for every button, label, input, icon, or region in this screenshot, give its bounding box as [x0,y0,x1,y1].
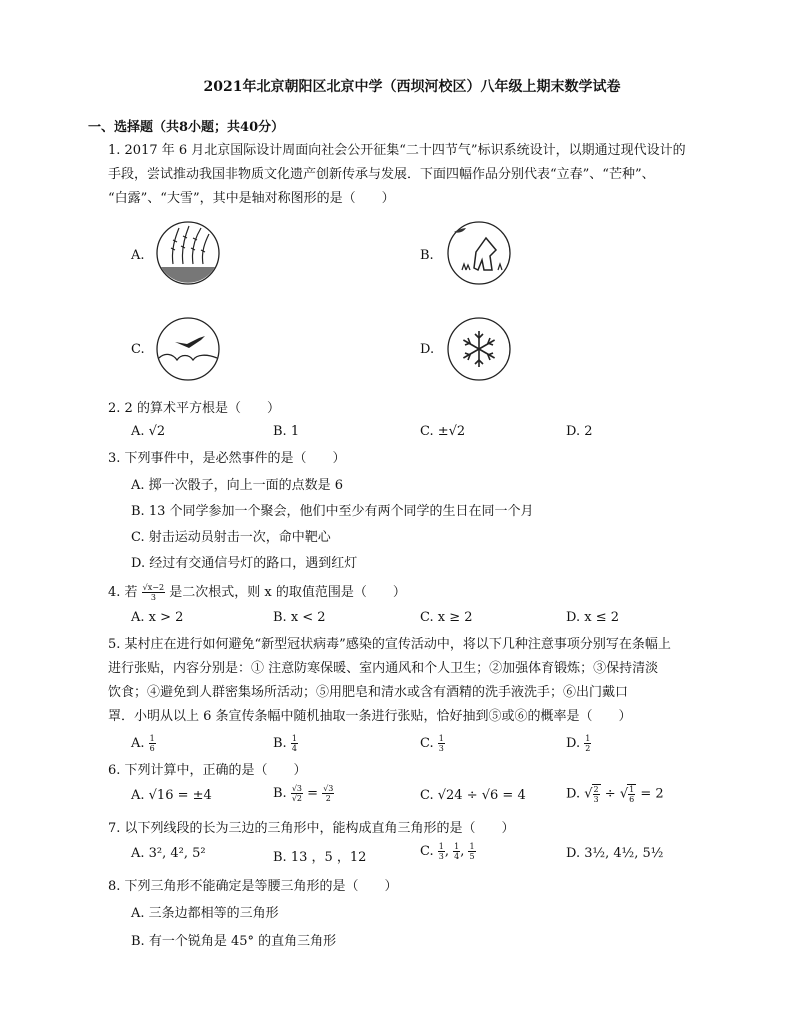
fraction-denominator: 4 [291,744,297,753]
question-5-option-d [566,734,591,753]
page-title: 2021年北京朝阳区北京中学（西坝河校区）八年级上期末数学试卷 [203,79,621,95]
equals-result: = 2 [640,786,664,802]
fraction-numerator: 1 [469,842,475,851]
question-1-option-b-label: B. [420,248,434,263]
question-4-fraction-numerator: √x−2 [142,583,165,592]
question-7-option-c: C. $\frac{1}{3}$ , $\frac{1}{4}$ , $\frac{1}{5}$ [420,842,475,861]
question-8-option-a: A. 三条边都相等的三角形 [131,906,279,921]
fraction-numerator: 1 [585,734,591,743]
question-3-option-b: B. 13 个同学参加一个聚会，他们中至少有两个同学的生日在同一个月 [131,504,534,519]
question-1-option-c-label: C. [131,342,145,357]
question-8-option-b: B. 有一个锐角是 45° 的直角三角形 [131,934,337,949]
question-4-option-a: A. x > 2 [131,610,184,625]
question-4-option-c: C. x ≥ 2 [420,610,473,625]
question-1-line-2: 手段，尝试推动我国非物质文化遗产创新传承与发展．下面四幅作品分别代表“立春”、“芒种”、 [108,167,655,182]
fraction-numerator: 1 [438,734,444,743]
question-5-option-b [273,734,298,753]
option-label: C. [420,844,434,859]
fraction-numerator: 1 [291,734,297,743]
question-3-option-c: C. 射击运动员射击一次，命中靶心 [131,530,331,545]
fraction-denominator: 3 [438,744,444,753]
question-3-option-a: A. 掷一次骰子，向上一面的点数是 6 [131,478,344,493]
fraction-denominator: 2 [325,794,331,803]
question-7-stem: 7. 以下列线段的长为三边的三角形中，能构成直角三角形的是（ ） [108,821,515,836]
fraction-denominator: 3 [438,852,444,861]
fraction-denominator: 4 [454,852,460,861]
fraction-numerator: 1 [149,734,155,743]
question-4-fraction-denominator: 3 [150,593,156,602]
fraction-numerator: 2 [593,785,599,794]
fraction-denominator: 6 [149,744,155,753]
fraction-denominator: 6 [629,795,635,804]
section-heading: 一、选择题（共8小题；共40分） [88,120,285,135]
fraction-numerator: 1 [438,842,444,851]
fraction-denominator: √2 [291,794,303,803]
option-label: B. [273,736,287,751]
question-3-stem: 3. 下列事件中，是必然事件的是（ ） [108,451,346,466]
fraction-numerator: 1 [629,785,635,794]
option-label: B. [273,786,287,801]
option-label: C. [420,736,434,751]
question-2-stem: 2. 2 的算术平方根是（ ） [108,401,280,416]
question-4-option-d: D. x ≤ 2 [566,610,619,625]
fraction-denominator: 3 [593,795,599,804]
question-5-line-1: 5. 某村庄在进行如何避免“新型冠状病毒”感染的宣传活动中，将以下几种注意事项分别写在条幅上 [108,637,671,652]
fraction-numerator: √3 [291,784,303,793]
question-2-option-b: B. 1 [273,424,300,439]
question-2-option-d: D. 2 [566,424,593,439]
question-5-option-a [131,734,156,753]
question-8-stem: 8. 下列三角形不能确定是等腰三角形的是（ ） [108,879,398,894]
question-2-option-c: C. ±√2 [420,424,466,439]
option-label: D. [566,736,581,751]
option-label: D. [566,786,581,802]
question-7-option-a: A. 3², 4², 5² [131,846,206,861]
question-6-option-b [273,784,334,803]
question-4-option-b: B. x < 2 [273,610,326,625]
lichun-willow-icon [155,220,221,286]
question-5-line-4: 罩．小明从以上 6 条宣传条幅中随机抽取一条进行张贴，恰好抽到⑤或⑥的概率是（ ） [108,709,632,724]
fraction-numerator: √3 [323,784,334,793]
fraction-numerator: 1 [454,842,460,851]
question-1-line-3: “白露”、“大雪”，其中是轴对称图形的是（ ） [108,191,395,206]
question-7-option-d: D. 3½, 4½, 5½ [566,846,664,861]
question-4-stem-suffix: 是二次根式，则 x 的取值范围是（ ） [169,585,406,600]
fraction-denominator: 5 [469,852,475,861]
question-6-option-a: A. √16 = ±4 [131,788,212,803]
question-5-line-2: 进行张贴，内容分别是：① 注意防寒保暖、室内通风和个人卫生；②加强体育锻炼；③保持清淡 [108,661,659,676]
question-4-stem [108,580,708,606]
option-label: A. [131,736,145,751]
mangzhong-farmer-icon [446,220,512,286]
question-4-fraction [142,583,165,602]
question-6-stem: 6. 下列计算中，正确的是（ ） [108,763,307,778]
question-1-line-1: 1. 2017 年 6 月北京国际设计周面向社会公开征集“二十四节气”标识系统设计，以期通过现代设计的 [108,143,686,158]
divide-sign: ÷ [604,786,616,802]
question-5-option-c [420,734,445,753]
question-3-option-d: D. 经过有交通信号灯的路口，遇到红灯 [131,556,358,571]
question-7-option-b: B. 13 ，5 ，12 [273,850,367,865]
question-6-option-d: D. √ $\frac{2}{3}$ ÷ √ $\frac{1}{6}$ = 2 [566,785,664,804]
bailu-crane-icon [155,316,221,382]
question-1-option-a-label: A. [131,248,145,263]
daxue-snowflake-icon [446,316,512,382]
equals-sign: = [307,786,319,801]
question-4-stem-prefix: 4. 若 [108,585,142,600]
question-6-option-c: C. √24 ÷ √6 = 4 [420,788,526,803]
question-2-option-a: A. √2 [131,424,166,439]
fraction-denominator: 2 [585,744,591,753]
question-5-line-3: 饮食；④避免到人群密集场所活动；⑤用肥皂和清水或含有酒精的洗手液洗手；⑥出门戴口 [108,685,629,700]
question-1-option-d-label: D. [420,342,435,357]
